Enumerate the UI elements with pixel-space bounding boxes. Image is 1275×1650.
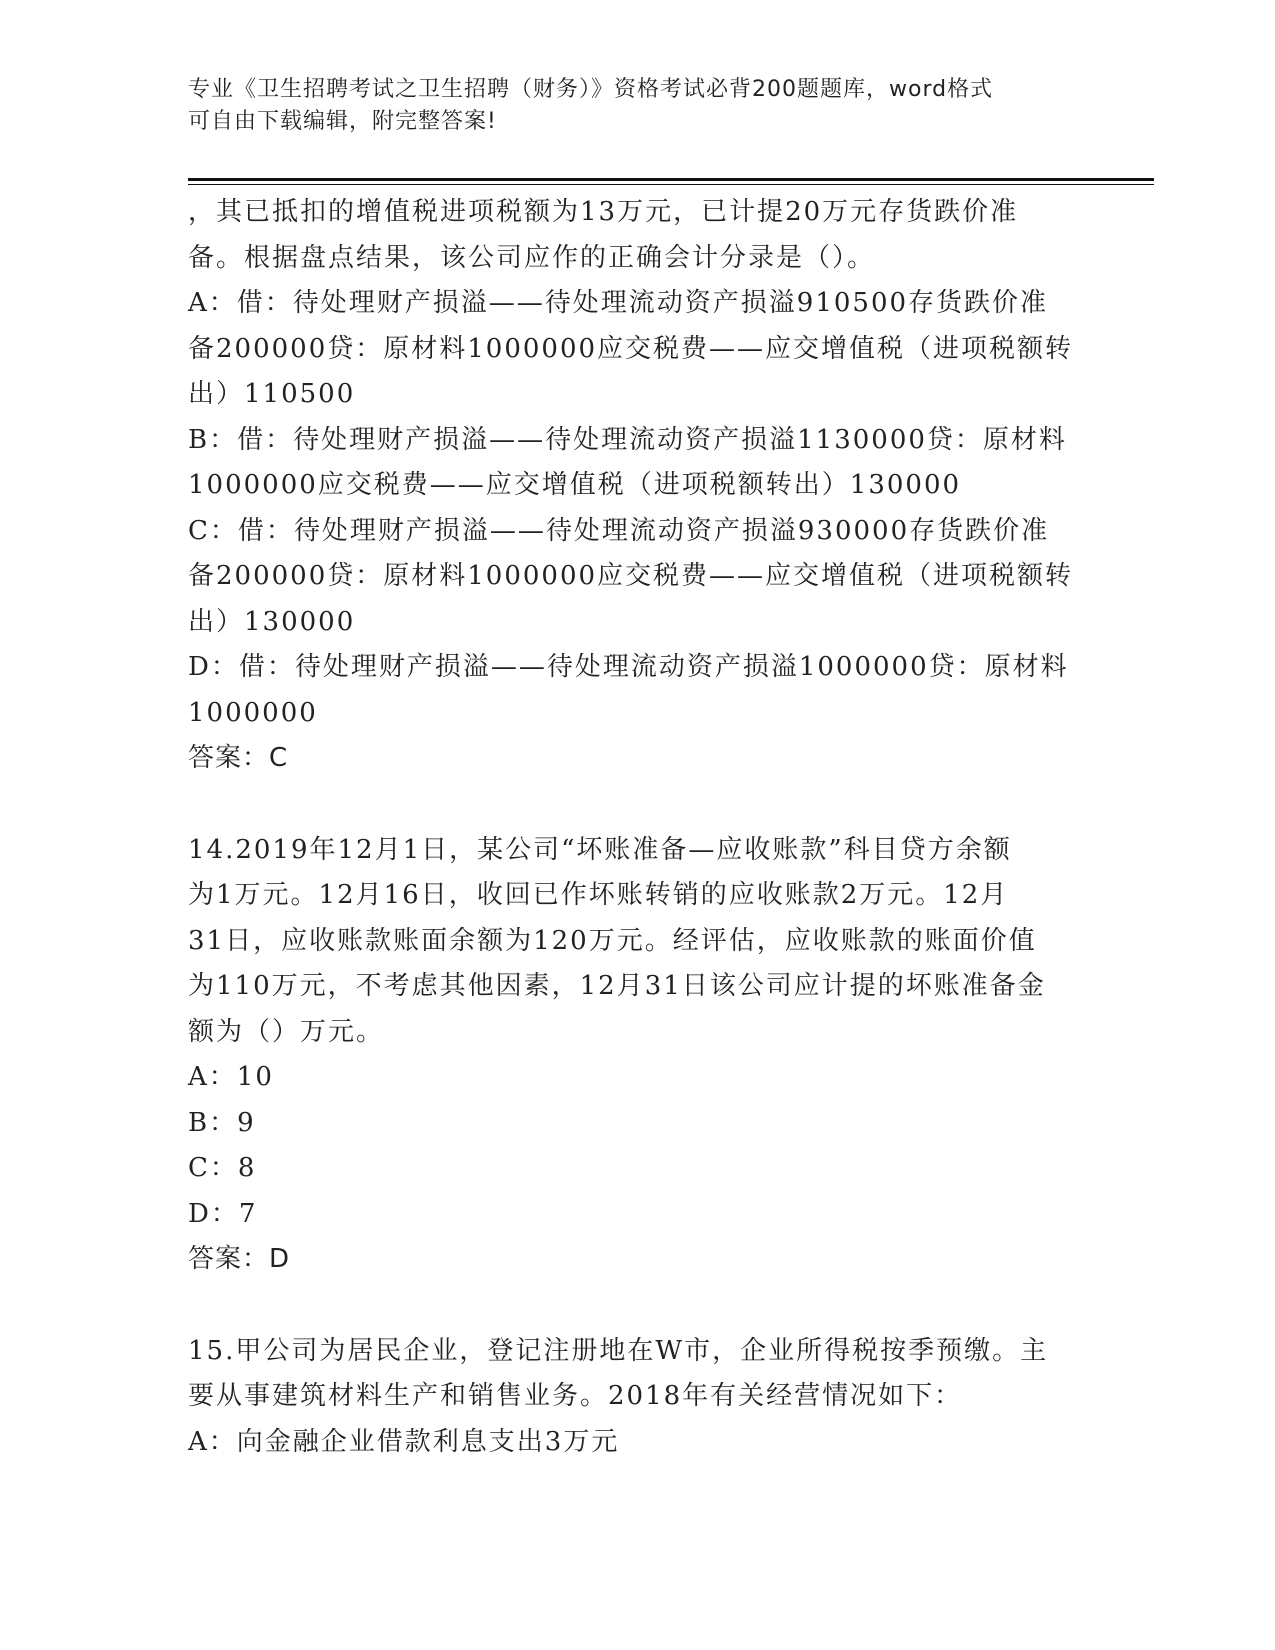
question-13-option-b-line-1: B：借：待处理财产损溢——待处理流动资产损溢1130000贷：原材料 bbox=[188, 424, 1067, 455]
question-13 bbox=[188, 190, 1088, 782]
question-13-answer: 答案：C bbox=[188, 743, 289, 773]
question-14-answer: 答案：D bbox=[188, 1244, 291, 1274]
question-14-option-c: C：8 bbox=[188, 1153, 257, 1183]
question-15 bbox=[188, 1329, 1088, 1466]
document-body bbox=[188, 190, 1088, 1465]
question-14-stem-line-2: 为1万元。12月16日，收回已作坏账转销的应收账款2万元。12月 bbox=[188, 880, 1009, 910]
question-15-stem-line-1: 15.甲公司为居民企业，登记注册地在W市，企业所得税按季预缴。主 bbox=[188, 1335, 1049, 1366]
question-14-stem-line-1: 14.2019年12月1日，某公司“坏账准备—应收账款”科目贷方余额 bbox=[188, 834, 1012, 865]
question-14-option-a: A：10 bbox=[188, 1062, 274, 1092]
spacer bbox=[188, 782, 1088, 828]
question-14-stem-line-4: 为110万元，不考虑其他因素，12月31日该公司应计提的坏账准备金 bbox=[188, 971, 1046, 1001]
question-13-option-d-line-1: D：借：待处理财产损溢——待处理流动资产损溢1000000贷：原材料 bbox=[188, 652, 1069, 682]
question-14-stem-line-5: 额为（）万元。 bbox=[188, 1016, 385, 1047]
question-13-stem-line-1: ，其已抵扣的增值税进项税额为13万元，已计提20万元存货跌价准 bbox=[188, 197, 1019, 227]
question-15-stem-line-2: 要从事建筑材料生产和销售业务。2018年有关经营情况如下： bbox=[188, 1381, 963, 1411]
question-13-stem-line-2: 备。根据盘点结果，该公司应作的正确会计分录是（）。 bbox=[188, 242, 876, 273]
document-header bbox=[188, 74, 1088, 138]
question-15-option-a: A：向金融企业借款利息支出3万元 bbox=[188, 1426, 620, 1457]
question-13-option-a-line-2: 备200000贷：原材料1000000应交税费——应交增值税（进项税额转 bbox=[188, 333, 1074, 364]
question-14 bbox=[188, 828, 1088, 1283]
question-14-option-b: B：9 bbox=[188, 1107, 256, 1138]
question-14-stem-line-3: 31日，应收账款账面余额为120万元。经评估，应收账款的账面价值 bbox=[188, 925, 1037, 956]
question-13-option-b-line-2: 1000000应交税费——应交增值税（进项税额转出）130000 bbox=[188, 470, 962, 500]
header-title-line-1: 专业《卫生招聘考试之卫生招聘（财务）》资格考试必背200题题库，word格式 bbox=[188, 77, 994, 102]
header-title-line-2: 可自由下载编辑，附完整答案! bbox=[188, 109, 497, 134]
header-divider-thick bbox=[188, 178, 1154, 181]
question-13-option-d-line-2: 1000000 bbox=[188, 697, 318, 728]
question-13-option-a-line-3: 出）110500 bbox=[188, 379, 356, 409]
question-13-option-c-line-3: 出）130000 bbox=[188, 606, 356, 637]
question-14-option-d: D：7 bbox=[188, 1198, 258, 1229]
question-13-option-c-line-2: 备200000贷：原材料1000000应交税费——应交增值税（进项税额转 bbox=[188, 561, 1074, 591]
header-divider-thin bbox=[188, 184, 1154, 185]
question-13-option-a-line-1: A：借：待处理财产损溢——待处理流动资产损溢910500存货跌价准 bbox=[188, 288, 1049, 318]
question-13-option-c-line-1: C：借：待处理财产损溢——待处理流动资产损溢930000存货跌价准 bbox=[188, 515, 1050, 546]
spacer bbox=[188, 1283, 1088, 1329]
